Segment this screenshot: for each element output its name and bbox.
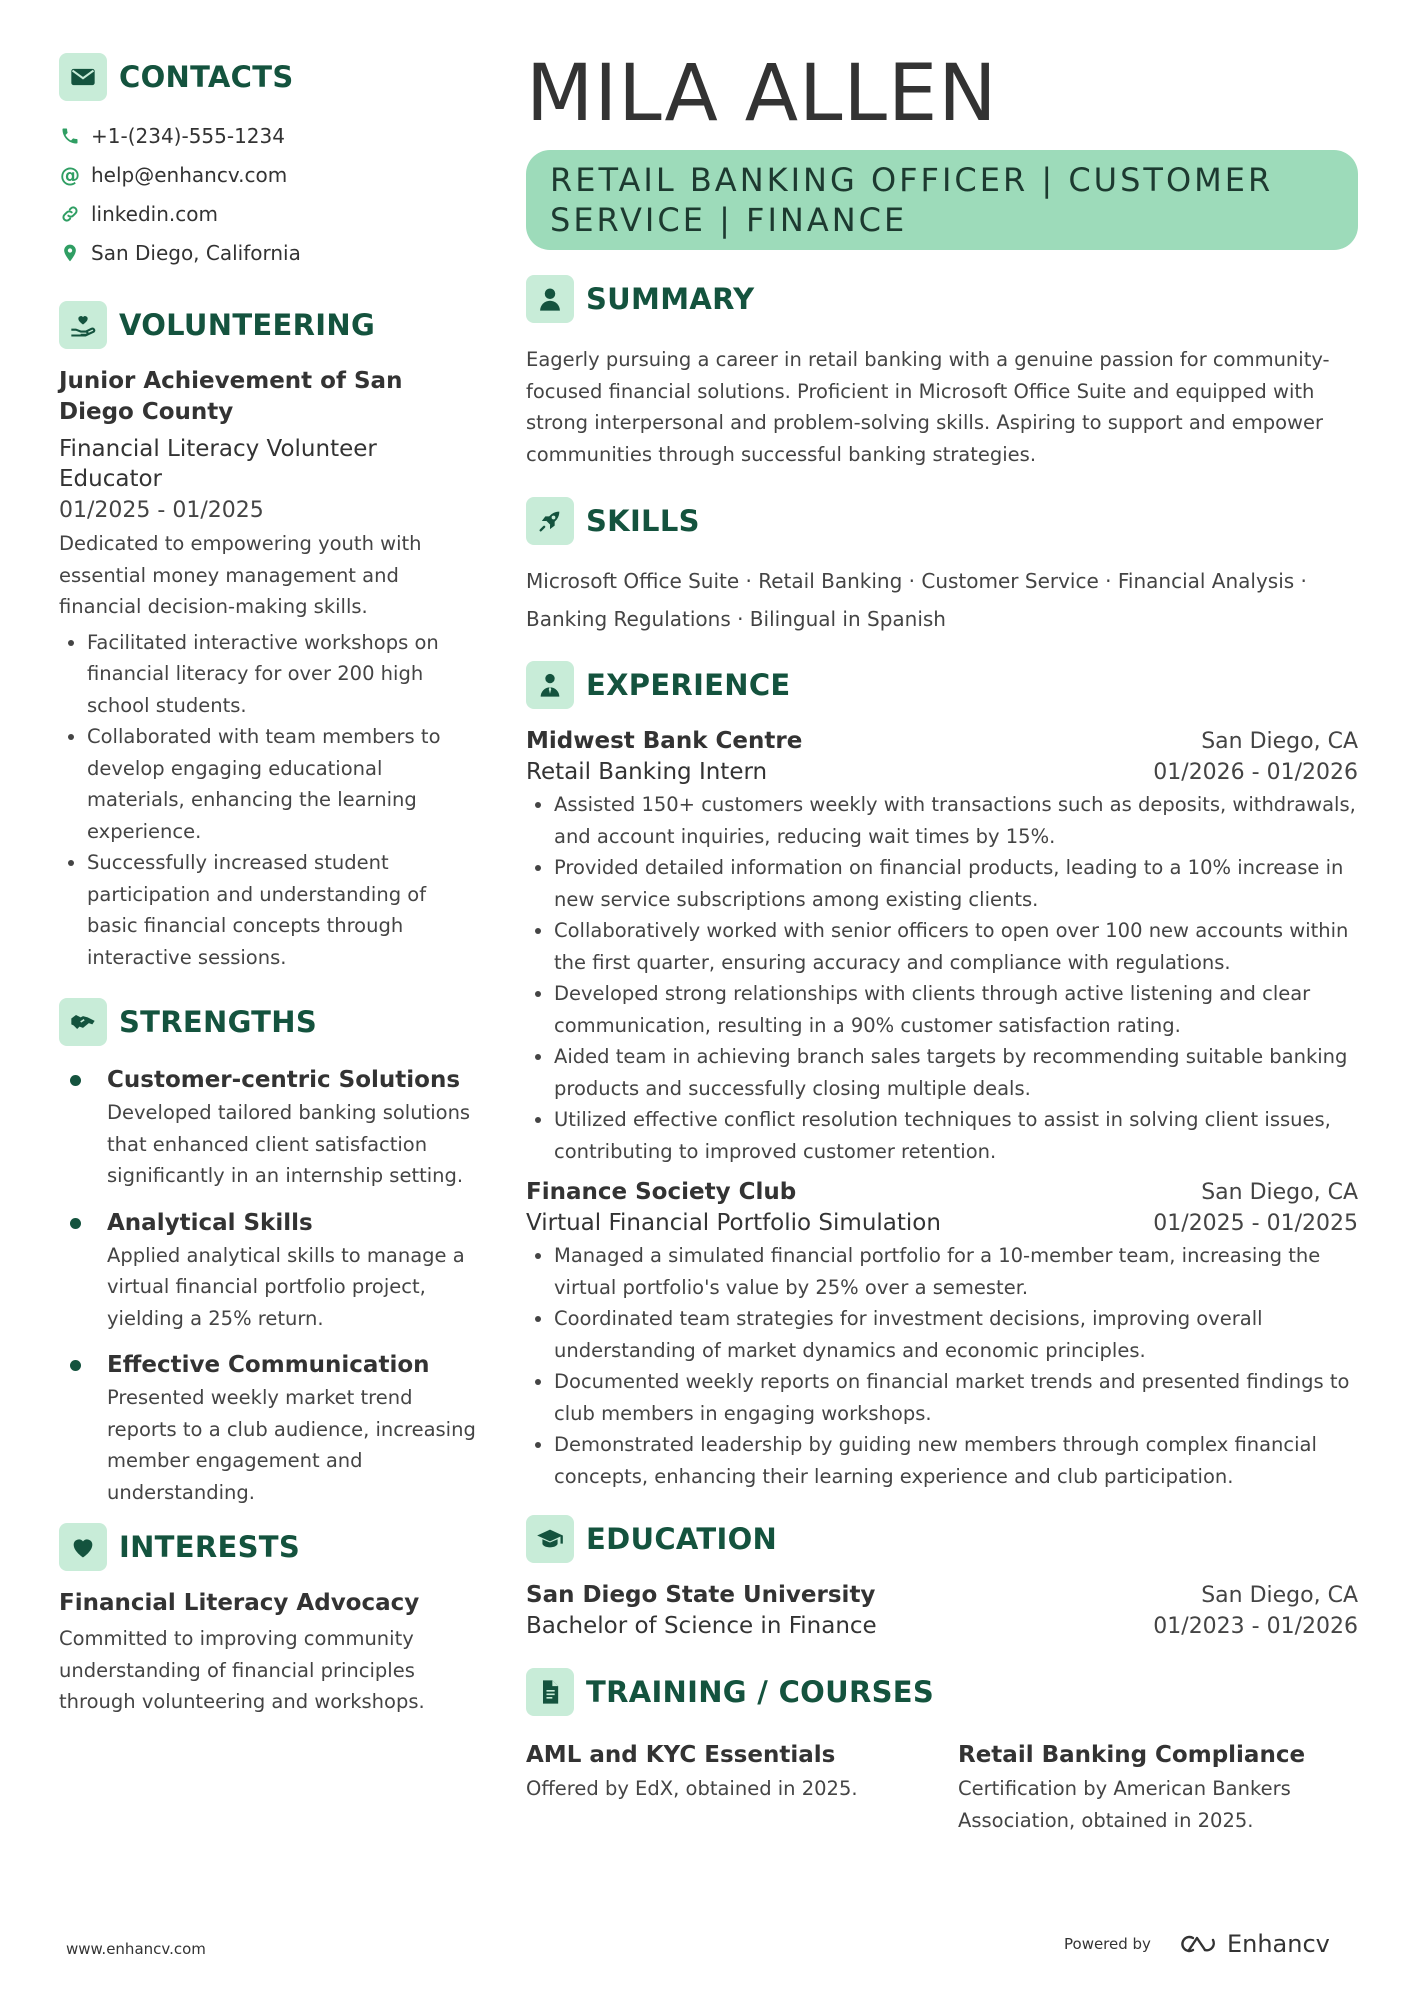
title-band: RETAIL BANKING OFFICER | CUSTOMER SERVICE | FINANCE	[526, 150, 1358, 250]
list-item: • Utilized effective conflict resolution techniques to assist in solving client issues, contributing to improved customer retention.	[554, 1104, 1358, 1167]
right-column	[526, 49, 1358, 1836]
contacts-header	[59, 52, 479, 102]
left-column	[59, 52, 479, 1718]
strength-desc: Developed tailored banking solutions that enhanced client satisfaction significantly in an internship setting.	[107, 1101, 471, 1187]
job-bullets	[526, 1240, 1358, 1492]
company-name: Midwest Bank Centre	[526, 728, 803, 754]
job-location: San Diego, CA	[1201, 729, 1358, 754]
footer-website[interactable]: www.enhancv.com	[66, 1940, 206, 1958]
location-text: San Diego, California	[91, 240, 301, 265]
list-item: • Managed a simulated financial portfolio for a 10-member team, increasing the virtual portfolio's value by 25% over a semester.	[554, 1240, 1358, 1303]
volunteer-role: Financial Literacy Volunteer Educator	[59, 436, 377, 492]
skills-text: Microsoft Office Suite · Retail Banking · Customer Service · Financial Analysis · Banking Regulations · Bilingual in Spanish	[526, 569, 1307, 631]
briefcase-user-icon	[526, 661, 574, 709]
strength-title: Effective Communication	[107, 1352, 430, 1378]
contacts-heading: CONTACTS	[119, 60, 294, 94]
volunteer-bullets	[59, 627, 479, 974]
volunteer-description: Dedicated to empowering youth with essential money management and financial decision-making skills.	[59, 532, 422, 618]
skills-heading: SKILLS	[586, 504, 700, 538]
education-header	[526, 1514, 1358, 1564]
interests-header	[59, 1522, 479, 1572]
course-item	[526, 1739, 958, 1836]
strengths-heading: STRENGTHS	[119, 1005, 318, 1039]
training-header	[526, 1667, 1358, 1717]
school-location: San Diego, CA	[1201, 1583, 1358, 1608]
education-dates: 01/2023 - 01/2026	[1153, 1614, 1358, 1639]
enhancv-logo[interactable]	[1175, 1930, 1330, 1958]
summary-text: Eagerly pursuing a career in retail banking with a genuine passion for community-focused financial solutions. Proficient in Microsoft Office Suite and equipped with strong interpersonal and problem-solving skills. Aspiring to support and empower communities through successful banking strategies.	[526, 348, 1330, 466]
job-dates: 01/2026 - 01/2026	[1153, 760, 1358, 785]
strength-desc: Presented weekly market trend reports to a club audience, increasing member engagement and understanding.	[107, 1386, 476, 1504]
strength-item	[59, 1348, 479, 1508]
at-icon: @	[60, 162, 80, 187]
contact-phone[interactable]	[59, 116, 479, 155]
list-item: • Collaboratively worked with senior officers to open over 100 new accounts within the first quarter, ensuring accuracy and compliance with regulations.	[554, 915, 1358, 978]
phone-icon	[59, 125, 81, 147]
contact-linkedin[interactable]	[59, 194, 479, 233]
heart-icon	[59, 1523, 107, 1571]
link-icon	[59, 203, 81, 225]
list-item: • Aided team in achieving branch sales targets by recommending suitable banking products and successfully closing multiple deals.	[554, 1041, 1358, 1104]
company-name: Finance Society Club	[526, 1179, 797, 1205]
experience-heading: EXPERIENCE	[586, 668, 791, 702]
education-heading: EDUCATION	[586, 1522, 778, 1556]
course-title: AML and KYC Essentials	[526, 1742, 836, 1768]
summary-heading: SUMMARY	[586, 282, 755, 316]
list-item: • Demonstrated leadership by guiding new members through complex financial concepts, enhancing their learning experience and club participation.	[554, 1429, 1358, 1492]
bullet-dot	[70, 1075, 81, 1086]
list-item: • Documented weekly reports on financial market trends and presented findings to club members in engaging workshops.	[554, 1366, 1358, 1429]
list-item: • Successfully increased student participation and understanding of basic financial concepts through interactive sessions.	[87, 847, 479, 973]
education-entry	[526, 1580, 1358, 1641]
strength-item	[59, 1063, 479, 1192]
school-name: San Diego State University	[526, 1582, 876, 1608]
list-item: • Provided detailed information on financial products, leading to a 10% increase in new service subscriptions among existing clients.	[554, 852, 1358, 915]
strength-desc: Applied analytical skills to manage a virtual financial portfolio project, yielding a 25% return.	[107, 1243, 465, 1330]
handshake-icon	[59, 998, 107, 1046]
list-item: • Coordinated team strategies for investment decisions, improving overall understanding of market dynamics and economic principles.	[554, 1303, 1358, 1366]
list-item: • Developed strong relationships with clients through active listening and clear communication, resulting in a 90% customer satisfaction rating.	[554, 978, 1358, 1041]
linkedin-text: linkedin.com	[91, 201, 218, 226]
courses-list	[526, 1739, 1358, 1836]
contact-list	[59, 116, 479, 272]
volunteering-header	[59, 300, 479, 350]
summary-header	[526, 274, 1358, 324]
experience-entry	[526, 1177, 1358, 1492]
volunteer-org: Junior Achievement of San Diego County	[59, 368, 403, 425]
job-dates: 01/2025 - 01/2025	[1153, 1211, 1358, 1236]
job-bullets	[526, 789, 1358, 1167]
course-desc: Certification by American Bankers Association, obtained in 2025.	[958, 1777, 1291, 1832]
list-item: • Facilitated interactive workshops on financial literacy for over 200 high school students.	[87, 627, 479, 722]
interest-desc: Committed to improving community understanding of financial principles through volunteering and workshops.	[59, 1627, 425, 1713]
hand-heart-icon	[59, 301, 107, 349]
enhancv-brand: Enhancv	[1226, 1930, 1330, 1958]
strength-item	[59, 1206, 479, 1335]
user-icon	[526, 275, 574, 323]
course-title: Retail Banking Compliance	[958, 1742, 1306, 1768]
powered-by-text: Powered by	[1064, 1935, 1151, 1953]
job-location: San Diego, CA	[1201, 1180, 1358, 1205]
map-pin-icon	[59, 242, 81, 264]
experience-entry	[526, 726, 1358, 1167]
skills-header	[526, 496, 1358, 546]
interest-title: Financial Literacy Advocacy	[59, 1590, 420, 1616]
contact-email[interactable]	[59, 155, 479, 194]
envelope-icon	[59, 53, 107, 101]
phone-text: +1-(234)-555-1234	[91, 123, 285, 148]
training-heading: TRAINING / COURSES	[586, 1675, 935, 1709]
interests-heading: INTERESTS	[119, 1530, 301, 1564]
candidate-name: MILA ALLEN	[526, 49, 998, 139]
rocket-icon	[526, 497, 574, 545]
volunteer-dates: 01/2025 - 01/2025	[59, 498, 264, 523]
job-role: Virtual Financial Portfolio Simulation	[526, 1210, 941, 1236]
graduation-cap-icon	[526, 1515, 574, 1563]
strengths-list	[59, 1063, 479, 1508]
strengths-header	[59, 997, 479, 1047]
document-icon	[526, 1668, 574, 1716]
bullet-dot	[70, 1218, 81, 1229]
interest-entry	[59, 1588, 479, 1718]
volunteering-entry	[59, 366, 479, 973]
enhancv-logo-icon	[1175, 1932, 1219, 1956]
strength-title: Analytical Skills	[107, 1209, 313, 1236]
experience-header	[526, 660, 1358, 710]
strength-title: Customer-centric Solutions	[107, 1067, 461, 1093]
bullet-dot	[70, 1360, 81, 1371]
contact-location	[59, 233, 479, 272]
list-item: • Assisted 150+ customers weekly with transactions such as deposits, withdrawals, and account inquiries, reducing wait times by 15%.	[554, 789, 1358, 852]
list-item: • Collaborated with team members to develop engaging educational materials, enhancing the learning experience.	[87, 721, 479, 847]
job-role: Retail Banking Intern	[526, 759, 768, 785]
email-text: help@enhancv.com	[91, 162, 288, 187]
course-item	[958, 1739, 1358, 1836]
degree: Bachelor of Science in Finance	[526, 1613, 877, 1639]
volunteering-heading: VOLUNTEERING	[119, 308, 376, 342]
course-desc: Offered by EdX, obtained in 2025.	[526, 1777, 858, 1800]
footer-powered	[1064, 1930, 1330, 1958]
